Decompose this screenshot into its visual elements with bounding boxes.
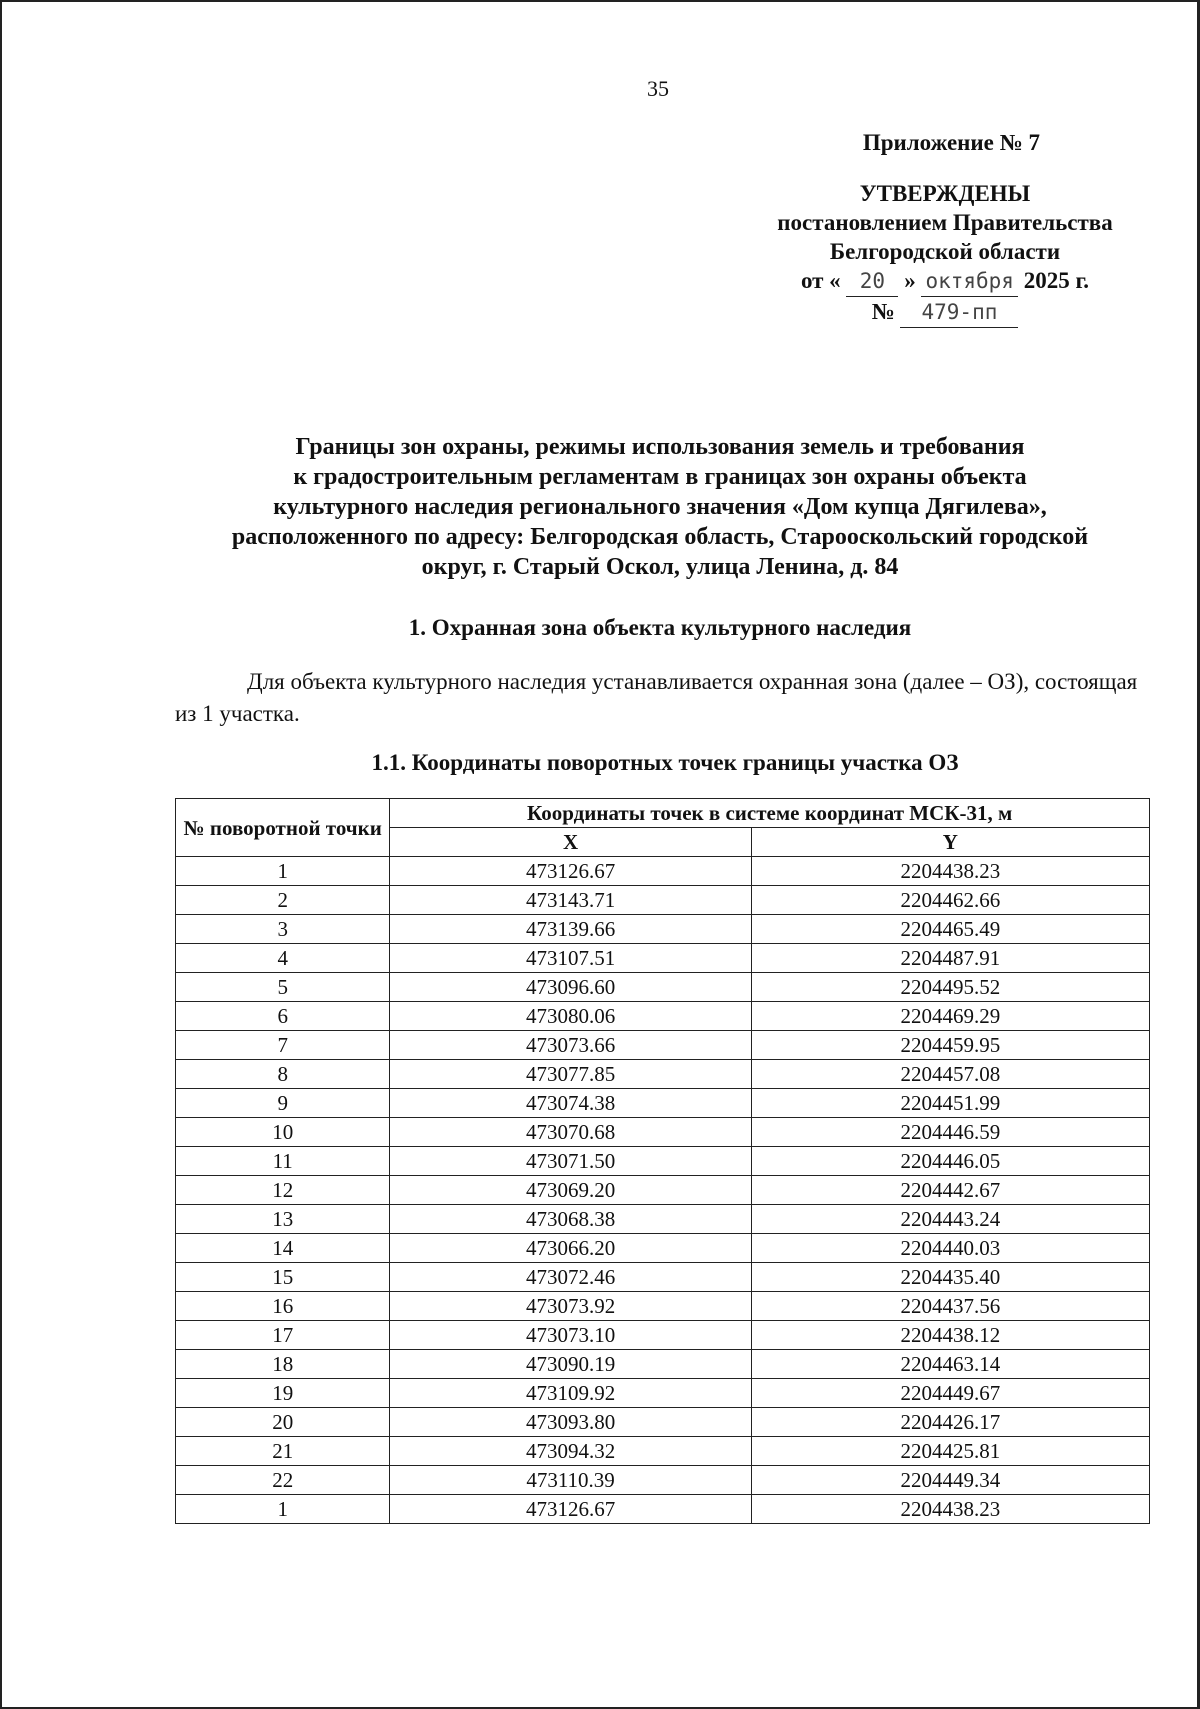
approval-line-1: постановлением Правительства <box>777 210 1113 235</box>
table-row <box>176 1031 1150 1060</box>
point-number-cell: 18 <box>176 1350 390 1379</box>
point-number-cell: 5 <box>176 973 390 1002</box>
x-coordinate-cell: 473110.39 <box>390 1466 751 1495</box>
y-coordinate-cell: 2204438.12 <box>751 1321 1149 1350</box>
table-heading: 1.1. Координаты поворотных точек границы участка ОЗ <box>371 750 959 775</box>
number-prefix: № <box>871 299 895 324</box>
point-number-cell: 13 <box>176 1205 390 1234</box>
point-number-cell: 10 <box>176 1118 390 1147</box>
decree-number: 479-пп <box>900 298 1018 328</box>
x-coordinate-cell: 473109.92 <box>390 1379 751 1408</box>
table-row <box>176 1466 1150 1495</box>
y-coordinate-cell: 2204446.59 <box>751 1118 1149 1147</box>
table-row <box>176 915 1150 944</box>
x-coordinate-cell: 473074.38 <box>390 1089 751 1118</box>
x-coordinate-cell: 473126.67 <box>390 857 751 886</box>
y-coordinate-cell: 2204426.17 <box>751 1408 1149 1437</box>
x-coordinate-cell: 473070.68 <box>390 1118 751 1147</box>
table-row <box>176 1379 1150 1408</box>
table-row <box>176 973 1150 1002</box>
approved-label: УТВЕРЖДЕНЫ <box>859 181 1031 206</box>
x-coordinate-cell: 473096.60 <box>390 973 751 1002</box>
header-x: X <box>390 828 751 857</box>
approval-block <box>730 128 1160 328</box>
page-border-top <box>0 0 1200 2</box>
point-number-cell: 11 <box>176 1147 390 1176</box>
table-row <box>176 1060 1150 1089</box>
y-coordinate-cell: 2204457.08 <box>751 1060 1149 1089</box>
x-coordinate-cell: 473143.71 <box>390 886 751 915</box>
x-coordinate-cell: 473093.80 <box>390 1408 751 1437</box>
point-number-cell: 22 <box>176 1466 390 1495</box>
title-line: округ, г. Старый Оскол, улица Ленина, д. 84 <box>421 554 899 580</box>
y-coordinate-cell: 2204495.52 <box>751 973 1149 1002</box>
table-row <box>176 1147 1150 1176</box>
point-number-cell: 1 <box>176 857 390 886</box>
title-line: культурного наследия регионального значения «Дом купца Дягилева», <box>273 494 1047 520</box>
point-number-cell: 7 <box>176 1031 390 1060</box>
table-row <box>176 944 1150 973</box>
x-coordinate-cell: 473094.32 <box>390 1437 751 1466</box>
x-coordinate-cell: 473126.67 <box>390 1495 751 1524</box>
header-point-number: № поворотной точки <box>176 799 390 857</box>
x-coordinate-cell: 473071.50 <box>390 1147 751 1176</box>
y-coordinate-cell: 2204469.29 <box>751 1002 1149 1031</box>
y-coordinate-cell: 2204443.24 <box>751 1205 1149 1234</box>
title-line: расположенного по адресу: Белгородская область, Старооскольский городской <box>231 524 1089 550</box>
date-month: октября <box>921 267 1018 297</box>
y-coordinate-cell: 2204463.14 <box>751 1350 1149 1379</box>
page-border-left <box>0 0 2 1709</box>
document-title <box>180 432 1140 582</box>
x-coordinate-cell: 473080.06 <box>390 1002 751 1031</box>
approval-date <box>730 266 1160 297</box>
x-coordinate-cell: 473073.10 <box>390 1321 751 1350</box>
date-day: 20 <box>846 267 898 297</box>
table-row <box>176 1350 1150 1379</box>
section-heading: 1. Охранная зона объекта культурного наследия <box>408 615 912 640</box>
point-number-cell: 17 <box>176 1321 390 1350</box>
point-number-cell: 12 <box>176 1176 390 1205</box>
header-coordinates: Координаты точек в системе координат МСК-31, м <box>390 799 1150 828</box>
table-row <box>176 1495 1150 1524</box>
date-mid: » <box>904 268 916 293</box>
y-coordinate-cell: 2204465.49 <box>751 915 1149 944</box>
appendix-label: Приложение № 7 <box>862 130 1040 155</box>
y-coordinate-cell: 2204438.23 <box>751 1495 1149 1524</box>
y-coordinate-cell: 2204487.91 <box>751 944 1149 973</box>
point-number-cell: 8 <box>176 1060 390 1089</box>
x-coordinate-cell: 473068.38 <box>390 1205 751 1234</box>
x-coordinate-cell: 473066.20 <box>390 1234 751 1263</box>
point-number-cell: 14 <box>176 1234 390 1263</box>
x-coordinate-cell: 473107.51 <box>390 944 751 973</box>
coordinates-table-body <box>176 857 1150 1524</box>
point-number-cell: 16 <box>176 1292 390 1321</box>
date-prefix: от « <box>800 268 841 293</box>
approval-line-2: Белгородской области <box>829 239 1061 264</box>
table-row <box>176 1176 1150 1205</box>
table-row <box>176 1089 1150 1118</box>
point-number-cell: 3 <box>176 915 390 944</box>
intro-paragraph: Для объекта культурного наследия устанавливается охранная зона (далее – ОЗ), состоящая из 1 участка. <box>175 669 1138 726</box>
y-coordinate-cell: 2204449.67 <box>751 1379 1149 1408</box>
table-row <box>176 1002 1150 1031</box>
y-coordinate-cell: 2204451.99 <box>751 1089 1149 1118</box>
point-number-cell: 9 <box>176 1089 390 1118</box>
header-y: Y <box>751 828 1149 857</box>
x-coordinate-cell: 473139.66 <box>390 915 751 944</box>
coordinates-table <box>175 798 1150 1524</box>
point-number-cell: 21 <box>176 1437 390 1466</box>
point-number-cell: 19 <box>176 1379 390 1408</box>
table-row <box>176 1263 1150 1292</box>
y-coordinate-cell: 2204440.03 <box>751 1234 1149 1263</box>
point-number-cell: 15 <box>176 1263 390 1292</box>
date-year: 2025 г. <box>1023 268 1090 293</box>
table-row <box>176 857 1150 886</box>
y-coordinate-cell: 2204462.66 <box>751 886 1149 915</box>
y-coordinate-cell: 2204425.81 <box>751 1437 1149 1466</box>
table-row <box>176 1437 1150 1466</box>
y-coordinate-cell: 2204437.56 <box>751 1292 1149 1321</box>
point-number-cell: 2 <box>176 886 390 915</box>
x-coordinate-cell: 473077.85 <box>390 1060 751 1089</box>
y-coordinate-cell: 2204446.05 <box>751 1147 1149 1176</box>
approval-number <box>730 297 1160 328</box>
x-coordinate-cell: 473069.20 <box>390 1176 751 1205</box>
point-number-cell: 20 <box>176 1408 390 1437</box>
table-row <box>176 1205 1150 1234</box>
table-row <box>176 1118 1150 1147</box>
point-number-cell: 4 <box>176 944 390 973</box>
table-row <box>176 1234 1150 1263</box>
page-number: 35 <box>647 76 669 101</box>
y-coordinate-cell: 2204442.67 <box>751 1176 1149 1205</box>
title-line: Границы зон охраны, режимы использования земель и требования <box>295 434 1025 460</box>
point-number-cell: 6 <box>176 1002 390 1031</box>
title-line: к градостроительным регламентам в границах зон охраны объекта <box>293 464 1027 490</box>
y-coordinate-cell: 2204438.23 <box>751 857 1149 886</box>
table-row <box>176 1321 1150 1350</box>
x-coordinate-cell: 473073.92 <box>390 1292 751 1321</box>
point-number-cell: 1 <box>176 1495 390 1524</box>
x-coordinate-cell: 473090.19 <box>390 1350 751 1379</box>
table-row <box>176 1292 1150 1321</box>
table-row <box>176 1408 1150 1437</box>
y-coordinate-cell: 2204435.40 <box>751 1263 1149 1292</box>
y-coordinate-cell: 2204459.95 <box>751 1031 1149 1060</box>
table-row <box>176 886 1150 915</box>
x-coordinate-cell: 473073.66 <box>390 1031 751 1060</box>
x-coordinate-cell: 473072.46 <box>390 1263 751 1292</box>
y-coordinate-cell: 2204449.34 <box>751 1466 1149 1495</box>
